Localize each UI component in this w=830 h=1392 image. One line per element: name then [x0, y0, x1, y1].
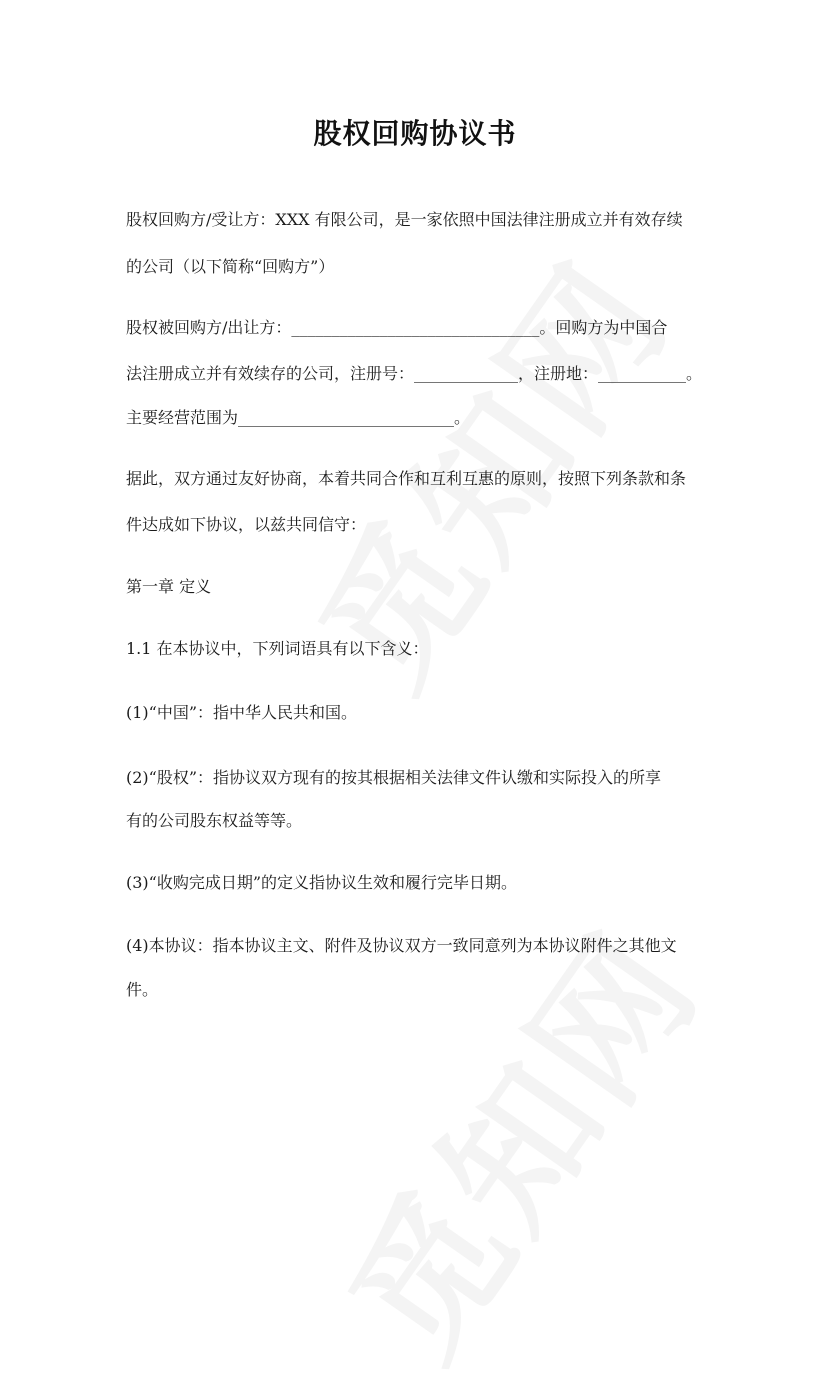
watermark: [291, 884, 736, 1391]
document-title: 股权回购协议书: [313, 117, 517, 150]
definition-line: (3)“收购完成日期”的定义指协议生效和履行完毕日期。: [126, 873, 518, 892]
clause-line: 1.1 在本协议中，下列词语具有以下含义：: [126, 639, 429, 658]
paragraph-line: 股权被回购方/出让方：_______________________________。回购方为中国合: [126, 318, 668, 337]
paragraph-line: 法注册成立并有效续存的公司，注册号：_____________，注册地：___________。: [126, 364, 703, 383]
definition-line: 件。: [126, 980, 159, 999]
definition-line: (1)“中国”：指中华人民共和国。: [126, 703, 358, 722]
paragraph-line: 据此，双方通过友好协商，本着共同合作和互利互惠的原则，按照下列条款和条: [126, 469, 687, 488]
definition-line: 有的公司股东权益等等。: [126, 811, 303, 830]
paragraph-line: 件达成如下协议，以兹共同信守：: [126, 515, 367, 534]
paragraph-line: 主要经营范围为___________________________。: [126, 408, 471, 427]
chapter-heading: 第一章 定义: [126, 577, 212, 596]
paragraph-line: 的公司（以下简称“回购方”）: [126, 257, 335, 276]
definition-line: (4)本协议：指本协议主文、附件及协议双方一致同意列为本协议附件之其他文: [126, 936, 677, 955]
paragraph-line: 股权回购方/受让方：XXX 有限公司，是一家依照中国法律注册成立并有效存续: [126, 210, 683, 229]
definition-line: (2)“股权”：指协议双方现有的按其根据相关法律文件认缴和实际投入的所享: [126, 768, 662, 787]
